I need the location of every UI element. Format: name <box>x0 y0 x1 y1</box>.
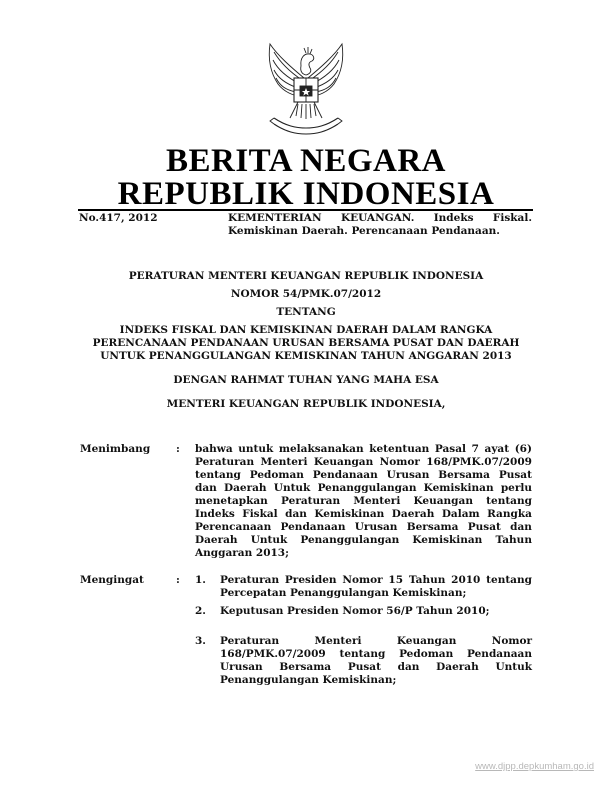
word: Untuk <box>495 661 532 673</box>
word: ayat <box>484 443 510 455</box>
word: tentang <box>486 495 532 507</box>
word: Penanggulangan <box>300 534 400 546</box>
word: Tahun <box>495 534 532 546</box>
menimbang-line <box>195 469 532 482</box>
word: menetapkan <box>195 495 268 507</box>
word: Presiden <box>284 574 337 586</box>
regulation-title: PERATURAN MENTERI KEUANGAN REPUBLIK INDONESIA <box>128 270 484 282</box>
word: Keuangan <box>396 635 457 647</box>
word: Nomor <box>379 456 420 468</box>
word: Urusan <box>354 521 398 533</box>
mengingat-item-line <box>220 635 532 648</box>
word: 168/PMK.07/2009 <box>426 456 532 468</box>
preamble-divine: DENGAN RAHMAT TUHAN YANG MAHA ESA <box>173 374 439 386</box>
mengingat-item-number: 3. <box>195 635 206 647</box>
word: 2010 <box>451 574 481 586</box>
word: Pusat <box>467 521 501 533</box>
mengingat-item-last-line: Keputusan Presiden Nomor 56/P Tahun 2010; <box>220 605 490 617</box>
word: Tahun <box>408 574 446 586</box>
word: Kemiskinan <box>412 534 483 546</box>
word: Urusan <box>220 661 263 673</box>
word: Pendanaan <box>280 521 346 533</box>
garuda-emblem-icon <box>256 38 356 138</box>
menimbang-label: Menimbang <box>80 443 151 455</box>
menimbang-paragraph <box>195 443 532 560</box>
word: tentang <box>195 469 241 481</box>
source-website-link[interactable]: www.djpp.depkumham.go.id <box>475 761 594 772</box>
word: bahwa <box>195 443 233 455</box>
menimbang-line <box>195 508 532 521</box>
word: Nomor <box>491 635 532 647</box>
word: Penanggulangan <box>317 482 417 494</box>
issue-number: No.417, 2012 <box>79 212 158 224</box>
word: dan <box>285 508 307 520</box>
menimbang-line <box>195 495 532 508</box>
regulation-subject-line: INDEKS FISKAL DAN KEMISKINAN DAERAH DALAM RANGKA <box>119 324 493 336</box>
mengingat-item-line <box>220 574 532 587</box>
mengingat-item-2 <box>220 605 532 618</box>
word: dan <box>510 521 532 533</box>
menimbang-line <box>195 456 532 469</box>
menimbang-line <box>195 482 532 495</box>
mengingat-item-3 <box>220 635 532 687</box>
issue-description-word: KEMENTERIAN <box>228 212 322 224</box>
word: Pendanaan <box>312 469 378 481</box>
word: (6) <box>514 443 532 455</box>
masthead-title-line2: REPUBLIK INDONESIA <box>117 176 495 212</box>
word: Dalam <box>441 508 480 520</box>
word: Daerah <box>391 508 435 520</box>
word: Peraturan <box>281 495 341 507</box>
word: Menteri <box>260 456 308 468</box>
menimbang-line <box>195 534 532 547</box>
word: Rangka <box>487 508 532 520</box>
word: Peraturan <box>220 635 280 647</box>
word: Pedoman <box>399 648 454 660</box>
word: 7 <box>471 443 479 455</box>
word: Bersama <box>406 521 459 533</box>
mengingat-item-last-line: Percepatan Penanggulangan Kemiskinan; <box>220 587 467 599</box>
word: Daerah <box>195 534 238 546</box>
menimbang-last-line: Anggaran 2013; <box>195 547 289 559</box>
menimbang-line <box>195 443 532 456</box>
word: Keuangan <box>413 495 473 507</box>
word: 15 <box>388 574 404 586</box>
word: Perencanaan <box>195 521 272 533</box>
issue-description-line2: Kemiskinan Daerah. Perencanaan Pendanaan. <box>228 225 500 237</box>
word: Daerah <box>436 661 479 673</box>
word: 168/PMK.07/2009 <box>220 648 326 660</box>
issue-description-word: Fiskal. <box>492 212 532 224</box>
menimbang-colon: : <box>176 443 180 455</box>
word: Urusan <box>386 469 430 481</box>
word: Untuk <box>273 482 311 494</box>
word: Peraturan <box>220 574 280 586</box>
mengingat-label: Mengingat <box>80 574 144 586</box>
word: tentang <box>486 574 532 586</box>
mengingat-item-line <box>220 661 532 674</box>
word: Pendanaan <box>467 648 532 660</box>
issue-description-word: KEUANGAN. <box>340 212 415 224</box>
word: Menteri <box>314 635 362 647</box>
issue-description <box>228 212 532 238</box>
preamble-minister: MENTERI KEUANGAN REPUBLIK INDONESIA, <box>166 398 446 410</box>
word: perlu <box>500 482 532 494</box>
regulation-tentang: TENTANG <box>276 306 336 318</box>
word: Fiskal <box>242 508 278 520</box>
word: melaksanakan <box>278 443 364 455</box>
word: Kemiskinan <box>423 482 494 494</box>
masthead-title-line1: BERITA NEGARA <box>165 143 447 179</box>
issue-description-word: Indeks <box>433 212 474 224</box>
header-divider <box>78 209 533 211</box>
regulation-subject-line: PERENCANAAN PENDANAAN URUSAN BERSAMA PUSAT DAN DAERAH <box>92 337 520 349</box>
word: Untuk <box>250 534 288 546</box>
mengingat-item-number: 1. <box>195 574 206 586</box>
word: tentang <box>339 648 386 660</box>
menimbang-line <box>195 521 532 534</box>
word: dan <box>397 661 420 673</box>
word: Kemiskinan <box>314 508 385 520</box>
word: untuk <box>238 443 274 455</box>
word: Bersama <box>438 469 490 481</box>
word: dan <box>195 482 217 494</box>
word: Menteri <box>353 495 401 507</box>
word: Pusat <box>347 661 381 673</box>
word: Bersama <box>279 661 332 673</box>
regulation-number: NOMOR 54/PMK.07/2012 <box>230 288 382 300</box>
word: Keuangan <box>313 456 374 468</box>
word: Pusat <box>498 469 532 481</box>
word: ketentuan <box>369 443 430 455</box>
word: Peraturan <box>195 456 255 468</box>
mengingat-item-1 <box>220 574 532 600</box>
word: Nomor <box>342 574 383 586</box>
mengingat-colon: : <box>176 574 180 586</box>
mengingat-item-number: 2. <box>195 605 206 617</box>
word: Daerah <box>224 482 267 494</box>
word: Indeks <box>195 508 235 520</box>
mengingat-item-last-line: Penanggulangan Kemiskinan; <box>220 674 397 686</box>
mengingat-item-line <box>220 648 532 661</box>
regulation-subject-line: UNTUK PENANGGULANGAN KEMISKINAN TAHUN ANGGARAN 2013 <box>100 350 512 362</box>
word: Pedoman <box>249 469 304 481</box>
word: Pasal <box>434 443 466 455</box>
